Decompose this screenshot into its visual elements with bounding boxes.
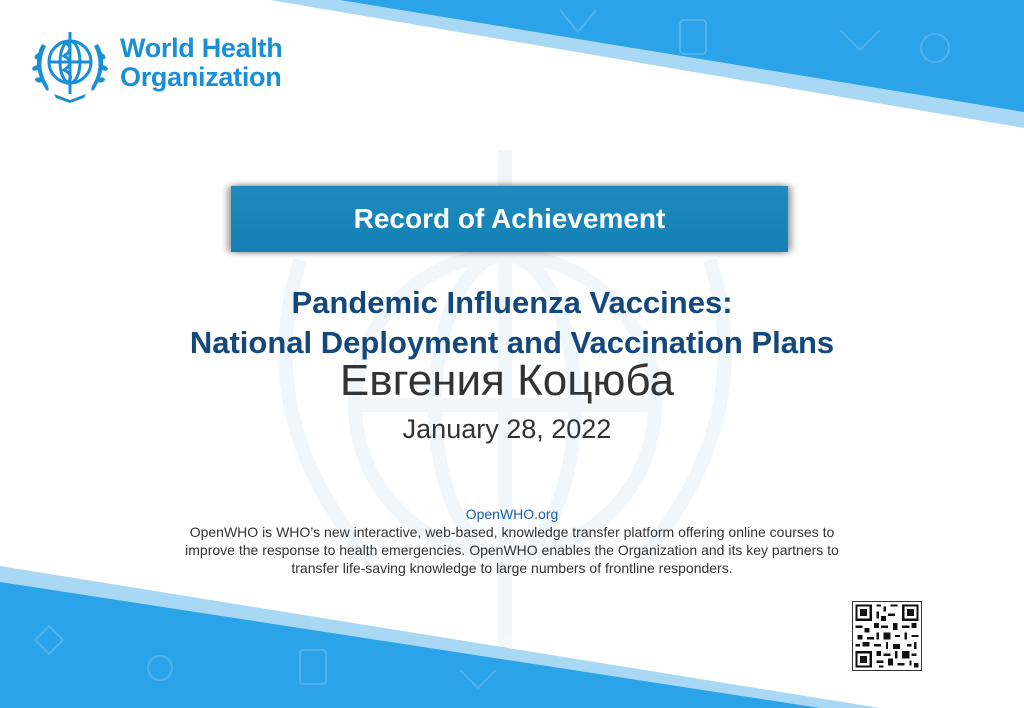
- site-link[interactable]: OpenWHO.org: [465, 506, 559, 522]
- certificate-heading: Record of Achievement: [353, 203, 666, 234]
- course-title-line1: Pandemic Influenza Vaccines:: [291, 285, 733, 320]
- description-line: OpenWHO is WHO’s new interactive, web-based, knowledge transfer platform offering online courses to: [189, 524, 835, 540]
- platform-description: [140, 523, 884, 577]
- organization-name-line1: World Health: [120, 33, 283, 63]
- organization-name: [120, 34, 282, 92]
- who-emblem-icon: [24, 24, 116, 104]
- qr-code-icon: [852, 601, 922, 671]
- recipient-name: Евгения Коцюба: [339, 356, 675, 405]
- description-line: transfer life-saving knowledge to large numbers of frontline responders.: [291, 560, 733, 576]
- issue-date: January 28, 2022: [402, 414, 612, 444]
- record-banner: [231, 186, 788, 252]
- description-line: improve the response to health emergencies. OpenWHO enables the Organization and its key partners to: [185, 542, 839, 558]
- course-title-line2: National Deployment and Vaccination Plans: [189, 325, 835, 360]
- course-title: [0, 283, 1024, 363]
- organization-name-line2: Organization: [120, 62, 282, 92]
